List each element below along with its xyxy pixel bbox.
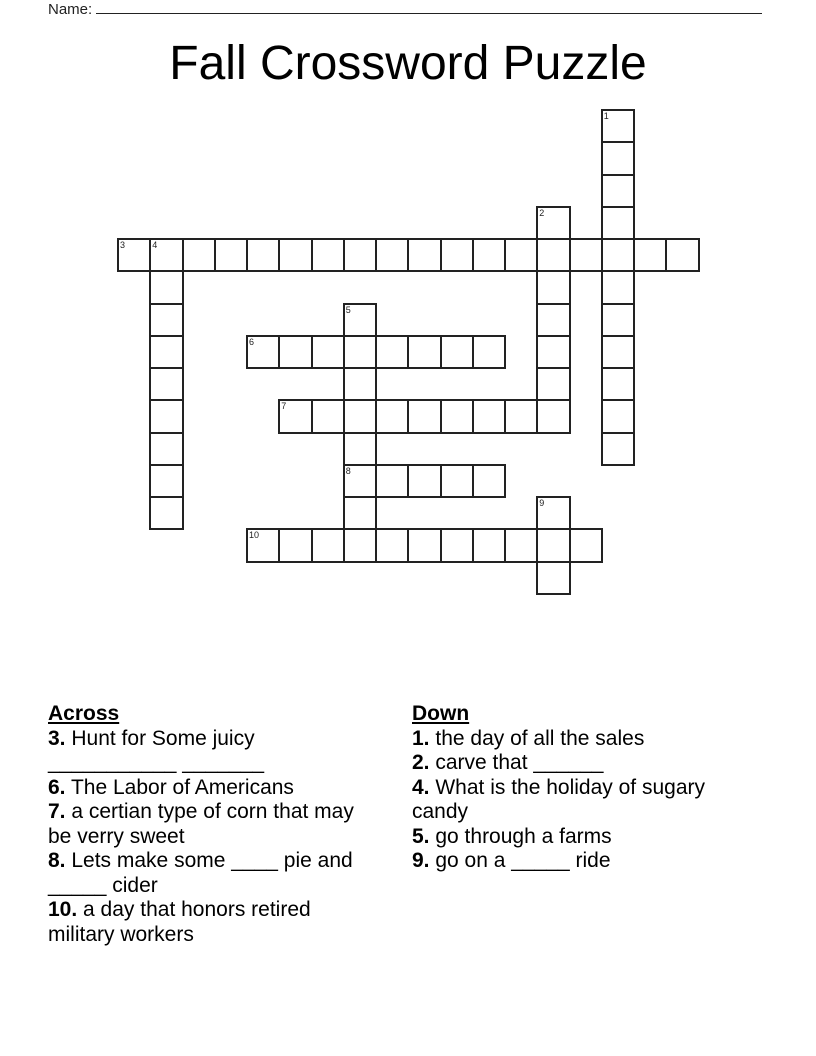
- clue-item: 3. Hunt for Some juicy ___________ _______: [48, 726, 265, 774]
- grid-cell[interactable]: [601, 141, 635, 175]
- grid-cell[interactable]: [149, 399, 183, 433]
- grid-cell[interactable]: [472, 528, 506, 562]
- grid-cell[interactable]: [343, 335, 377, 369]
- grid-cell[interactable]: [440, 238, 474, 272]
- down-clues: [412, 702, 712, 874]
- clue-item: 4. What is the holiday of sugary candy: [412, 775, 705, 823]
- grid-cell[interactable]: [311, 238, 345, 272]
- grid-cell[interactable]: [311, 399, 345, 433]
- grid-cell[interactable]: [343, 432, 377, 466]
- grid-cell[interactable]: [149, 238, 183, 272]
- clue-item: 2. carve that ______: [412, 751, 604, 774]
- cell-number: 3: [120, 240, 126, 250]
- grid-cell[interactable]: [246, 528, 280, 562]
- cell-number: 7: [281, 401, 287, 412]
- cell-number: 4: [152, 240, 158, 250]
- grid-cell[interactable]: [343, 399, 377, 433]
- grid-cell[interactable]: [504, 528, 538, 562]
- grid-cell[interactable]: [536, 399, 570, 433]
- grid-cell[interactable]: [536, 270, 570, 304]
- page-title: Fall Crossword Puzzle: [169, 37, 647, 90]
- grid-cell[interactable]: [407, 399, 441, 433]
- cell-number: 6: [249, 336, 255, 347]
- grid-cell[interactable]: [601, 303, 635, 337]
- grid-cell[interactable]: [182, 238, 216, 272]
- grid-cell[interactable]: [472, 335, 506, 369]
- grid-cell[interactable]: [278, 335, 312, 369]
- grid-cell[interactable]: [311, 528, 345, 562]
- grid-cell[interactable]: [536, 561, 570, 595]
- grid-cell[interactable]: [149, 464, 183, 498]
- name-label: Name:: [48, 1, 93, 18]
- grid-cell[interactable]: [440, 399, 474, 433]
- grid-cell[interactable]: [601, 270, 635, 304]
- grid-cell[interactable]: [117, 238, 151, 272]
- clue-item: 1. the day of all the sales: [412, 726, 645, 750]
- grid-cell[interactable]: [601, 238, 635, 272]
- grid-cell[interactable]: [407, 335, 441, 369]
- grid-cell[interactable]: [375, 335, 409, 369]
- grid-cell[interactable]: [149, 432, 183, 466]
- grid-cell[interactable]: [440, 335, 474, 369]
- grid-cell[interactable]: [536, 335, 570, 369]
- grid-cell[interactable]: [278, 399, 312, 433]
- grid-cell[interactable]: [601, 174, 635, 208]
- grid-cell[interactable]: [278, 238, 312, 272]
- grid-cell[interactable]: [440, 464, 474, 498]
- grid-cell[interactable]: [536, 206, 570, 240]
- grid-cell[interactable]: [504, 399, 538, 433]
- grid-cell[interactable]: [343, 528, 377, 562]
- grid-cell[interactable]: [343, 367, 377, 401]
- grid-cell[interactable]: [343, 464, 377, 498]
- grid-cell[interactable]: [665, 238, 699, 272]
- grid-cell[interactable]: [633, 238, 667, 272]
- cell-number: 10: [249, 530, 260, 541]
- grid-cell[interactable]: [601, 335, 635, 369]
- across-clues: [48, 702, 364, 947]
- grid-cell[interactable]: [472, 238, 506, 272]
- grid-cell[interactable]: [214, 238, 248, 272]
- cell-number: 9: [539, 498, 545, 508]
- cell-number: 2: [539, 207, 545, 218]
- grid-cell[interactable]: [601, 399, 635, 433]
- grid-cell[interactable]: [407, 238, 441, 272]
- grid-cell[interactable]: [536, 496, 570, 530]
- grid-cell[interactable]: [343, 238, 377, 272]
- clue-item: 9. go on a _____ ride: [412, 849, 611, 872]
- cell-number: 8: [345, 465, 351, 476]
- grid-cell[interactable]: [375, 464, 409, 498]
- grid-cell[interactable]: [149, 303, 183, 337]
- grid-cell[interactable]: [536, 238, 570, 272]
- grid-cell[interactable]: [536, 528, 570, 562]
- grid-cell[interactable]: [601, 432, 635, 466]
- grid-cell[interactable]: [375, 399, 409, 433]
- clue-item: 6. The Labor of Americans: [48, 775, 294, 799]
- grid-cell[interactable]: [601, 206, 635, 240]
- cell-number: 5: [345, 304, 351, 315]
- grid-cell[interactable]: [375, 528, 409, 562]
- clue-item: 10. a day that honors retired military workers: [48, 898, 311, 946]
- grid-cell[interactable]: [569, 528, 603, 562]
- grid-cell[interactable]: [343, 496, 377, 530]
- grid-cell[interactable]: [472, 399, 506, 433]
- grid-cell[interactable]: [407, 464, 441, 498]
- grid-cell[interactable]: [149, 367, 183, 401]
- grid-cell[interactable]: [149, 270, 183, 304]
- grid-cell[interactable]: [278, 528, 312, 562]
- grid-cell[interactable]: [343, 303, 377, 337]
- down-heading: Down: [412, 702, 470, 725]
- grid-cell[interactable]: [246, 238, 280, 272]
- grid-cell[interactable]: [601, 109, 635, 143]
- cell-number: 1: [603, 111, 609, 121]
- clue-item: 8. Lets make some ____ pie and _____ cider: [48, 849, 353, 897]
- grid-cell[interactable]: [601, 367, 635, 401]
- grid-cell[interactable]: [504, 238, 538, 272]
- grid-cell[interactable]: [311, 335, 345, 369]
- across-heading: Across: [48, 702, 120, 725]
- grid-cell[interactable]: [375, 238, 409, 272]
- clue-item: 5. go through a farms: [412, 824, 612, 848]
- grid-cell[interactable]: [536, 367, 570, 401]
- grid-cell[interactable]: [407, 528, 441, 562]
- grid-cell[interactable]: [440, 528, 474, 562]
- grid-cell[interactable]: [246, 335, 280, 369]
- grid-cell[interactable]: [472, 464, 506, 498]
- grid-cell[interactable]: [536, 303, 570, 337]
- clue-item: 7. a certian type of corn that may be verry sweet: [48, 800, 354, 848]
- grid-cell[interactable]: [569, 238, 603, 272]
- grid-cell[interactable]: [149, 496, 183, 530]
- grid-cell[interactable]: [149, 335, 183, 369]
